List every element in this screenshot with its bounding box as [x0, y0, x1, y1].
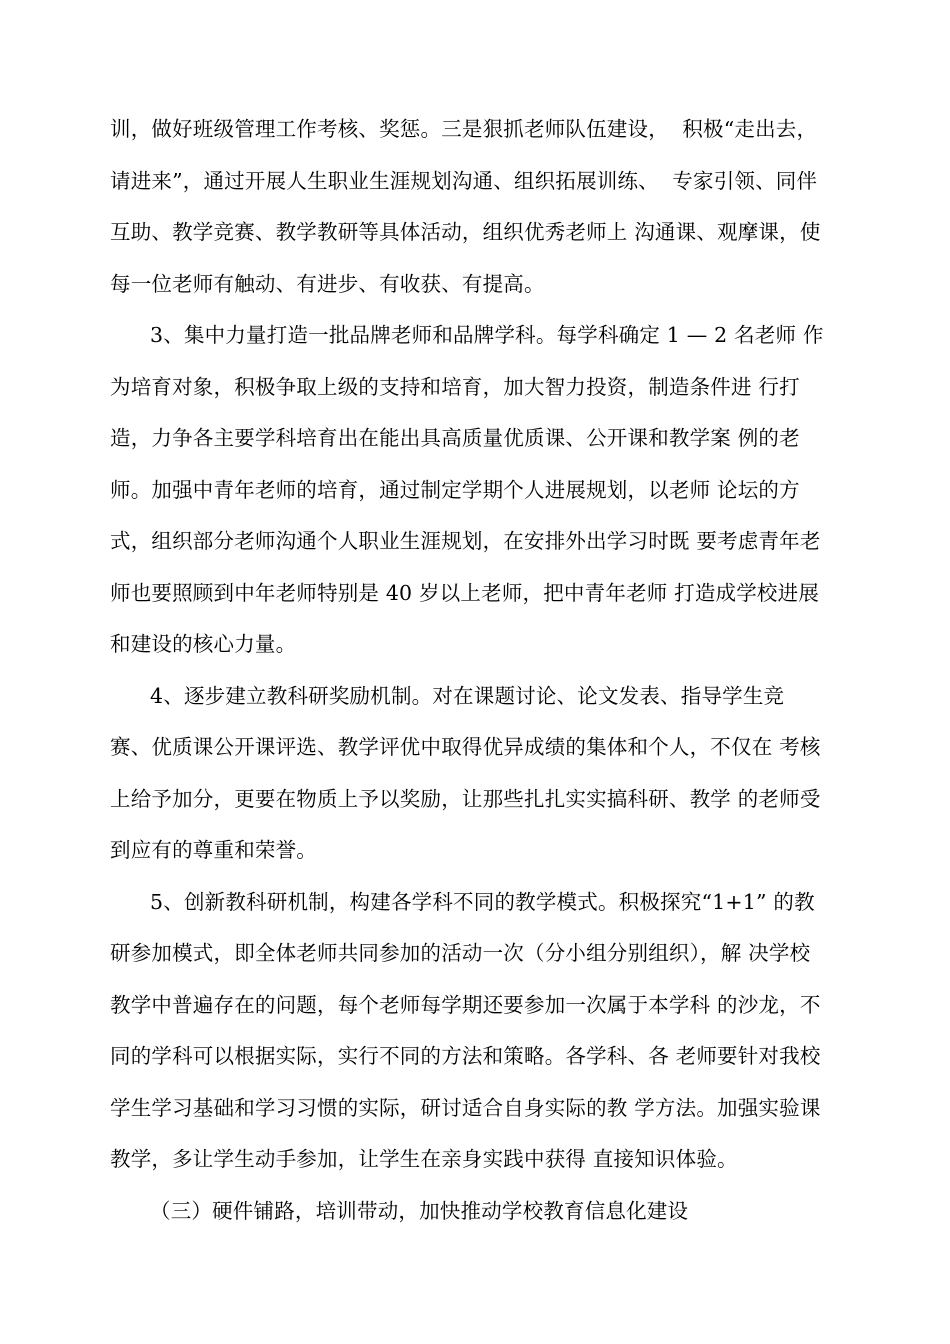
- body-text-line: 请进来”，通过开展人生职业生涯规划沟通、组织拓展训练、 专家引领、同伴: [110, 169, 818, 193]
- body-text-line: 学生学习基础和学习习惯的实际，研讨适合自身实际的教 学方法。加强实验课: [110, 1096, 821, 1120]
- body-text-line: 赛、优质课公开课评选、教学评优中取得优异成绩的集体和个人，不仅在 考核: [110, 735, 821, 759]
- body-text-line: 教学，多让学生动手参加，让学生在亲身实践中获得 直接知识体验。: [110, 1147, 738, 1171]
- body-text-line: 式，组织部分老师沟通个人职业生涯规划，在安排外出学习时既 要考虑青年老: [110, 529, 821, 553]
- body-text-line: 研参加模式，即全体老师共同参加的活动一次（分小组分别组织），解 决学校: [110, 941, 811, 965]
- paragraph-3-first-line: 3、集中力量打造一批品牌老师和品牌学科。每学科确定 1 — 2 名老师 作: [150, 323, 824, 347]
- body-text-line: 训，做好班级管理工作考核、奖惩。三是狠抓老师队伍建设， 积极“走出去，: [110, 117, 818, 141]
- body-text-line: 到应有的尊重和荣誉。: [110, 838, 317, 862]
- body-text-line: 上给予加分，更要在物质上予以奖励，让那些扎扎实实搞科研、教学 的老师受: [110, 787, 821, 811]
- body-text-line: 同的学科可以根据实际，实行不同的方法和策略。各学科、各 老师要针对我校: [110, 1044, 821, 1068]
- body-text-line: 和建设的核心力量。: [110, 632, 297, 656]
- paragraph-4-first-line: 4、逐步建立教科研奖励机制。对在课题讨论、论文发表、指导学生竞: [150, 684, 785, 708]
- body-text-line: 为培育对象，积极争取上级的支持和培育，加大智力投资，制造条件进 行打: [110, 375, 800, 399]
- section-heading: （三）硬件铺路，培训带动，加快推动学校教育信息化建设: [150, 1199, 689, 1223]
- body-text-line: 互助、教学竞赛、教学教研等具体活动，组织优秀老师上 沟通课、观摩课，使: [110, 220, 821, 244]
- body-text-line: 造，力争各主要学科培育出在能出具高质量优质课、公开课和教学案 例的老: [110, 426, 800, 450]
- body-text-line: 每一位老师有触动、有进步、有收获、有提高。: [110, 272, 545, 296]
- body-text-line: 师也要照顾到中年老师特别是 40 岁以上老师，把中青年老师 打造成学校进展: [110, 581, 820, 605]
- body-text-line: 师。加强中青年老师的培育，通过制定学期个人进展规划，以老师 论坛的方: [110, 478, 800, 502]
- paragraph-5-first-line: 5、创新教科研机制，构建各学科不同的教学模式。积极探究“1+1” 的教: [150, 890, 815, 914]
- body-text-line: 教学中普遍存在的问题，每个老师每学期还要参加一次属于本学科 的沙龙，不: [110, 993, 821, 1017]
